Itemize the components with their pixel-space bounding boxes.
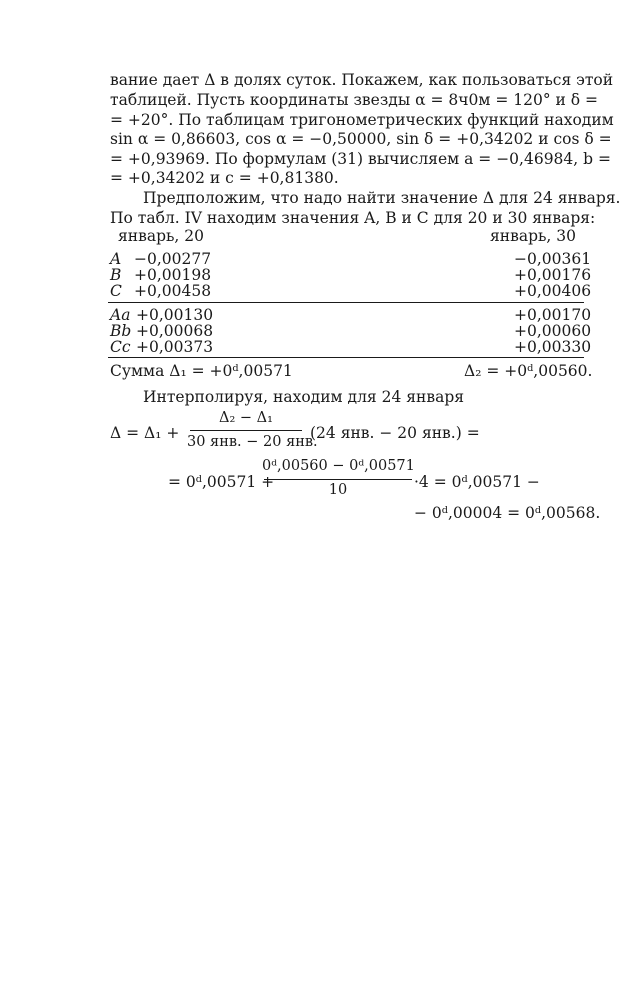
sum-delta-1: Сумма Δ₁ = +0ᵈ,00571 [110, 362, 293, 380]
text-line-4: sin α = 0,86603, cos α = −0,50000, sin δ = +0,34202 и cos δ = [110, 130, 612, 148]
text-line-3: = +20°. По таблицам тригонометрических функций находим [110, 111, 614, 129]
fraction-1-bar [190, 430, 302, 431]
fraction-2-denominator: 10 [328, 482, 348, 498]
table-cell-left: +0,00373 [136, 338, 214, 356]
formula-line-2-lhs: = 0ᵈ,00571 + [168, 473, 275, 491]
text-line-5: = +0,93969. По формулам (31) вычисляем a = −0,46984, b = [110, 150, 611, 168]
table-cell-right: +0,00406 [514, 282, 592, 300]
table-cell-right: +0,00330 [514, 338, 592, 356]
table-cell-left: +0,00198 [134, 266, 212, 284]
sum-delta-2: Δ₂ = +0ᵈ,00560. [464, 362, 593, 380]
text-line-7: Предположим, что надо найти значение Δ для 24 января. [143, 189, 621, 207]
table-row-label: Aa [110, 306, 131, 324]
formula-line-3: − 0ᵈ,00004 = 0ᵈ,00568. [414, 504, 601, 522]
fraction-2-bar [264, 479, 412, 480]
table-cell-left: +0,00458 [134, 282, 212, 300]
formula-line-2-tail: ·4 = 0ᵈ,00571 − [414, 473, 540, 491]
text-line-8: По табл. IV находим значения A, B и C для 20 и 30 января: [110, 209, 596, 227]
table-cell-right: +0,00176 [514, 266, 592, 284]
table-row-label: C [110, 282, 122, 300]
table-row-label: Cc [110, 338, 131, 356]
table-divider [108, 357, 584, 358]
text-line-1: вание дает Δ в долях суток. Покажем, как пользоваться этой [110, 71, 614, 89]
table-cell-right: +0,00060 [514, 322, 592, 340]
text-line-6: = +0,34202 и c = +0,81380. [110, 169, 339, 187]
table-cell-left: +0,00130 [136, 306, 214, 324]
fraction-1-denominator: 30 янв. − 20 янв. [187, 434, 318, 450]
fraction-2-numerator: 0ᵈ,00560 − 0ᵈ,00571 [262, 458, 415, 474]
table-header-left: январь, 20 [118, 227, 205, 245]
text-line-2: таблицей. Пусть координаты звезды α = 8ч0м = 120° и δ = [110, 91, 599, 109]
table-header-right: январь, 30 [490, 227, 577, 245]
table-row-label: Bb [110, 322, 132, 340]
formula-lhs: Δ = Δ₁ + [110, 424, 180, 442]
table-cell-left: +0,00068 [136, 322, 214, 340]
table-cell-right: +0,00170 [514, 306, 592, 324]
table-cell-left: −0,00277 [134, 250, 212, 268]
text-line-interpolation: Интерполируя, находим для 24 января [143, 388, 465, 406]
table-row-label: B [110, 266, 122, 284]
table-row-label: A [110, 250, 122, 268]
table-cell-right: −0,00361 [514, 250, 592, 268]
formula-tail-1: (24 янв. − 20 янв.) = [310, 424, 480, 442]
table-divider [108, 302, 584, 303]
fraction-1-numerator: Δ₂ − Δ₁ [219, 410, 273, 426]
